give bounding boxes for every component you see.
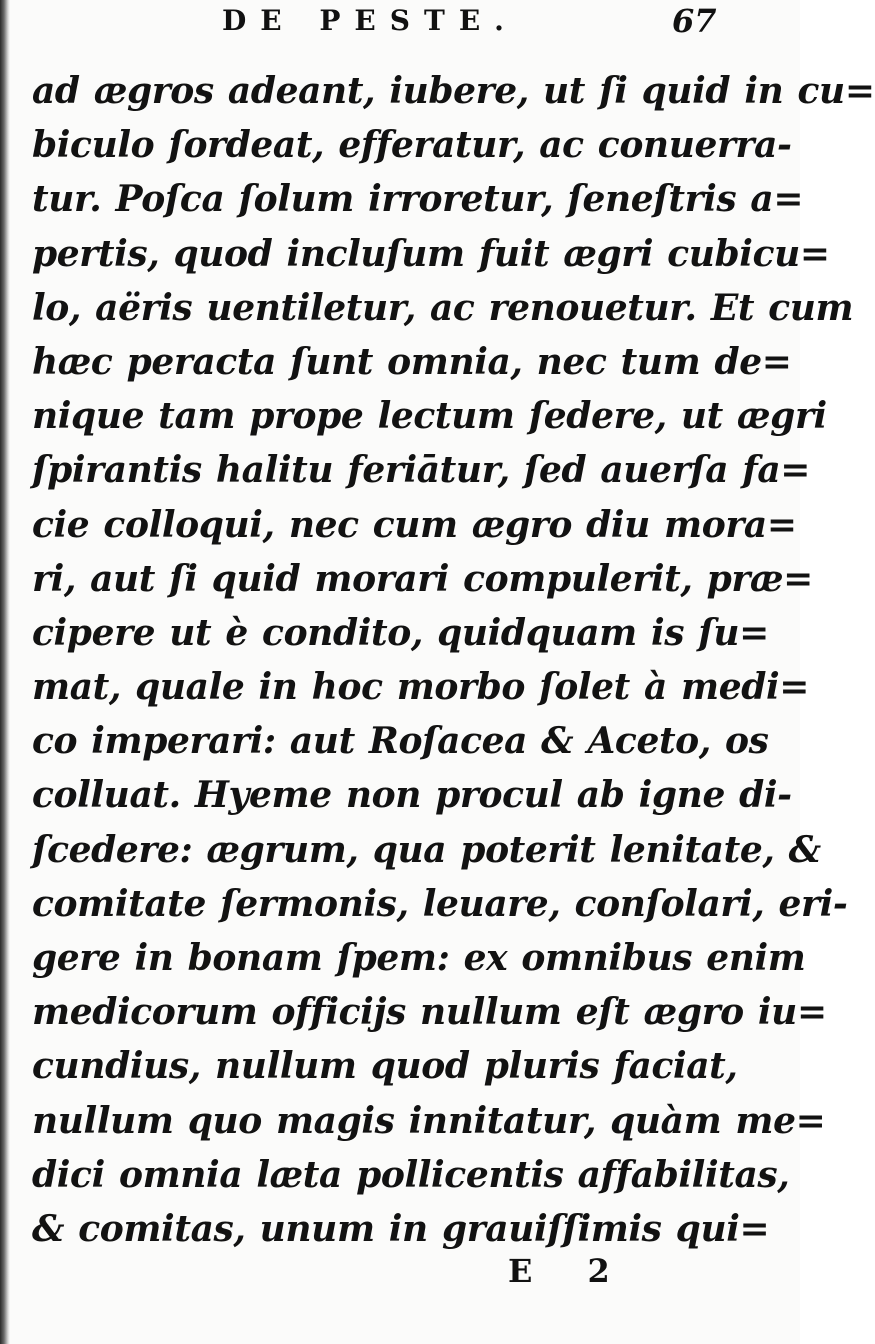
text-line: cie colloqui, nec cum ægro diu mora=: [32, 503, 797, 546]
text-line: mat, quale in hoc morbo ſolet à medi=: [32, 666, 810, 709]
text-line: tur. Poſca ſolum irroretur, ſeneſtris a=: [32, 178, 804, 221]
text-line: cipere ut è condito, quidquam is ſu=: [32, 611, 769, 654]
text-line: & comitas, unum in grauiſſimis qui=: [32, 1207, 770, 1250]
text-line: dici omnia læta pollicentis affabilitas,: [32, 1153, 790, 1196]
text-line: ri, aut ſi quid morari compulerit, præ=: [32, 557, 813, 600]
text-line: comitate ſermonis, leuare, conſolari, eri-: [32, 882, 848, 925]
text-line: medicorum officijs nullum eſt ægro iu=: [32, 991, 827, 1034]
text-line: ſcedere: ægrum, qua poterit lenitate, &: [32, 828, 821, 871]
text-line: colluat. Hyeme non procul ab igne di-: [32, 774, 792, 817]
text-line: ſpirantis halitu feriātur, ſed auerſa fa=: [32, 449, 811, 492]
running-head: [0, 0, 800, 60]
text-line: co imperari: aut Roſacea & Aceto, os: [32, 720, 769, 763]
text-line: ad ægros adeant, iubere, ut ſi quid in cu=: [32, 70, 875, 112]
text-line: biculo ſordeat, efferatur, ac conuerra-: [32, 124, 792, 167]
page-number: 67: [672, 2, 717, 40]
text-line: hæc peracta ſunt omnia, nec tum de=: [32, 340, 792, 383]
body-text: [32, 64, 875, 1256]
running-title: DE PESTE.: [222, 4, 518, 37]
text-line: cundius, nullum quod pluris faciat,: [32, 1045, 738, 1088]
signature-mark: E 2: [508, 1252, 632, 1290]
text-line: nique tam prope lectum ſedere, ut ægri: [32, 395, 827, 438]
text-line: gere in bonam ſpem: ex omnibus enim: [32, 937, 806, 979]
page-gutter-edge: [0, 0, 10, 1344]
text-line: lo, aëris uentiletur, ac renouetur. Et cum: [32, 286, 854, 329]
text-line: nullum quo magis innitatur, quàm me=: [32, 1099, 826, 1142]
text-line: pertis, quod incluſum fuit ægri cubicu=: [32, 232, 830, 275]
